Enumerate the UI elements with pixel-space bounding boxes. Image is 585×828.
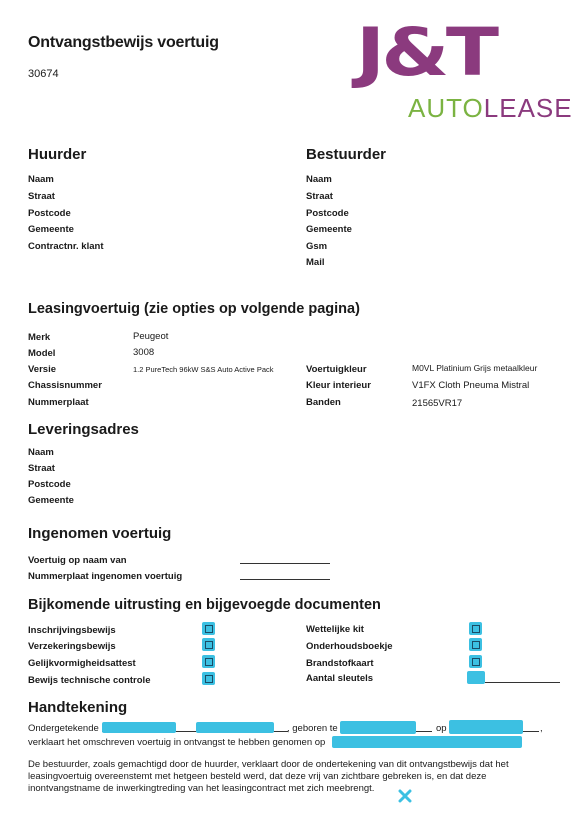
signature-op: op [436, 723, 447, 734]
equipment-item-inschrijvingsbewijs: Inschrijvingsbewijs [28, 625, 116, 636]
vehicle-label-chassisnummer: Chassisnummer [28, 380, 102, 391]
huurder-field-gemeente: Gemeente [28, 224, 74, 235]
signature-name-highlight-2[interactable] [196, 722, 274, 733]
vehicle-label-model: Model [28, 348, 56, 359]
equipment-item-brandstofkaart: Brandstofkaart [306, 658, 374, 669]
signature-heading: Handtekening [28, 699, 128, 716]
document-title: Ontvangstbewijs voertuig [28, 34, 219, 51]
bestuurder-field-mail: Mail [306, 257, 325, 268]
x-icon-svg [398, 789, 412, 803]
tradein-field-owner: Voertuig op naam van [28, 555, 127, 566]
checkbox-wettelijke-kit[interactable] [469, 622, 482, 635]
logo-lease-text: LEASE [483, 93, 573, 123]
equipment-item-gelijkvormigheidsattest: Gelijkvormigheidsattest [28, 658, 136, 669]
signature-birthplace-highlight[interactable] [340, 721, 416, 734]
vehicle-value-versie: 1.2 PureTech 96kW S&S Auto Active Pack [133, 365, 274, 374]
bestuurder-field-gemeente: Gemeente [306, 224, 352, 235]
bestuurder-field-postcode: Postcode [306, 208, 349, 219]
checkbox-technische-controle[interactable] [202, 672, 215, 685]
equipment-item-wettelijke-kit: Wettelijke kit [306, 624, 364, 635]
equipment-item-verzekeringsbewijs: Verzekeringsbewijs [28, 641, 116, 652]
huurder-field-contractnr: Contractnr. klant [28, 241, 104, 252]
huurder-heading: Huurder [28, 146, 87, 163]
signature-paragraph-line-3: inontvangstname de inwerkingtreding van het leasingcontract met zich meebrengt. [28, 783, 375, 794]
delivery-field-gemeente: Gemeente [28, 495, 74, 506]
signature-birthdate-highlight[interactable] [449, 720, 523, 734]
vehicle-value-voertuigkleur: M0VL Platinium Grijs metaalkleur [412, 363, 538, 373]
vehicle-label-nummerplaat: Nummerplaat [28, 397, 89, 408]
signature-date-highlight[interactable] [332, 736, 522, 748]
tradein-owner-blank[interactable] [240, 554, 330, 564]
signature-comma: , [540, 723, 543, 734]
document-number: 30674 [28, 68, 59, 80]
vehicle-value-banden: 21565VR17 [412, 398, 463, 409]
vehicle-label-versie: Versie [28, 364, 56, 375]
signature-receipt-text: verklaart het omschreven voertuig in ontvangst te hebben genomen op [28, 737, 326, 748]
equipment-heading: Bijkomende uitrusting en bijgevoegde documenten [28, 597, 381, 613]
vehicle-value-kleur-interieur: V1FX Cloth Pneuma Mistral [412, 380, 530, 391]
checkbox-gelijkvormigheidsattest[interactable] [202, 655, 215, 668]
delivery-heading: Leveringsadres [28, 421, 139, 438]
bestuurder-heading: Bestuurder [306, 146, 387, 163]
signature-paragraph-line-1: De bestuurder, zoals gemachtigd door de huurder, verklaart door de ondertekening van dit ontvangstbewijs dat het [28, 759, 509, 770]
bestuurder-field-straat: Straat [306, 191, 333, 202]
vehicle-label-merk: Merk [28, 332, 51, 343]
tradein-heading: Ingenomen voertuig [28, 525, 172, 542]
vehicle-value-merk: Peugeot [133, 331, 169, 342]
logo-auto-text: AUTO [408, 93, 484, 123]
signature-paragraph-line-2: leasingvoertuig overeenstemt met hetgeen besteld werd, dat deze vrij van zichtbare gebreken is, en dat deze [28, 771, 487, 782]
equipment-item-aantal-sleutels: Aantal sleutels [306, 673, 374, 684]
checkbox-inschrijvingsbewijs[interactable] [202, 622, 215, 635]
signature-name-highlight-1[interactable] [102, 722, 176, 733]
checkbox-verzekeringsbewijs[interactable] [202, 638, 215, 651]
vehicle-label-kleur-interieur: Kleur interieur [306, 380, 371, 391]
huurder-field-straat: Straat [28, 191, 55, 202]
company-logo-subtitle [408, 94, 573, 122]
company-logo-main: J&T [356, 14, 496, 91]
vehicle-label-voertuigkleur: Voertuigkleur [306, 364, 367, 375]
signature-prefix: Ondergetekende [28, 723, 99, 734]
checkbox-onderhoudsboekje[interactable] [469, 638, 482, 651]
signature-geboren-te: , geboren te [287, 723, 338, 734]
signature-placeholder-x-icon[interactable] [398, 789, 412, 803]
vehicle-label-banden: Banden [306, 397, 341, 408]
bestuurder-field-gsm: Gsm [306, 241, 328, 252]
sleutels-highlight[interactable] [467, 671, 485, 684]
vehicle-value-model: 3008 [133, 347, 155, 358]
huurder-field-postcode: Postcode [28, 208, 71, 219]
vehicle-heading: Leasingvoertuig (zie opties op volgende pagina) [28, 301, 360, 317]
delivery-field-naam: Naam [28, 447, 54, 458]
tradein-field-plate: Nummerplaat ingenomen voertuig [28, 571, 183, 582]
delivery-field-postcode: Postcode [28, 479, 71, 490]
bestuurder-field-naam: Naam [306, 174, 332, 185]
equipment-item-onderhoudsboekje: Onderhoudsboekje [306, 641, 393, 652]
huurder-field-naam: Naam [28, 174, 54, 185]
equipment-item-technische-controle: Bewijs technische controle [28, 675, 151, 686]
sleutels-blank[interactable] [485, 673, 560, 683]
tradein-plate-blank[interactable] [240, 570, 330, 580]
delivery-field-straat: Straat [28, 463, 55, 474]
checkbox-brandstofkaart[interactable] [469, 655, 482, 668]
